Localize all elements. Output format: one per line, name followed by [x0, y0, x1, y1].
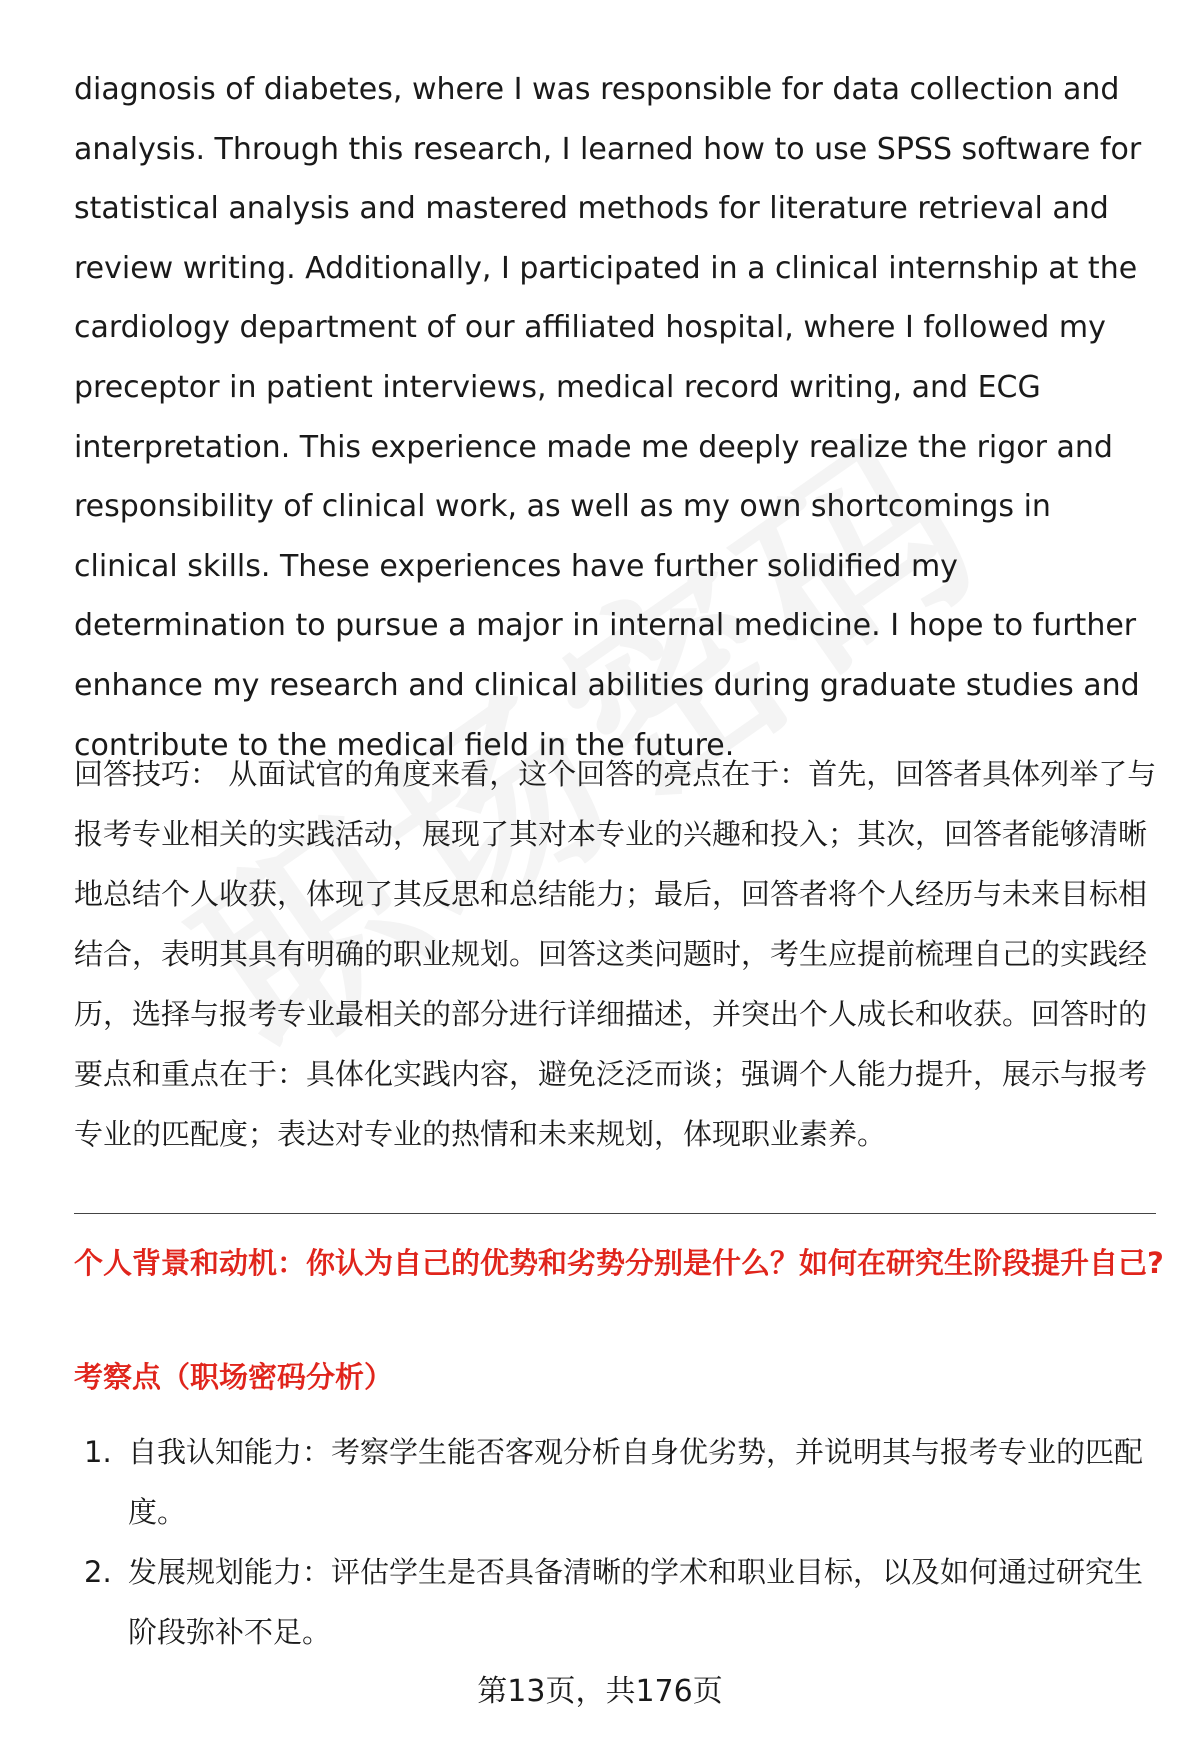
- section-divider: [74, 1213, 1156, 1214]
- list-item-text: 自我认知能力：考察学生能否客观分析自身优劣势，并说明其与报考专业的匹配度。: [128, 1435, 1144, 1529]
- question-heading: 个人背景和动机：你认为自己的优势和劣势分别是什么？如何在研究生阶段提升自己?: [74, 1246, 1164, 1280]
- list-item-number: 2.: [84, 1555, 112, 1589]
- assessment-points-heading: 考察点（职场密码分析）: [74, 1360, 394, 1394]
- list-item-text: 发展规划能力：评估学生是否具备清晰的学术和职业目标，以及如何通过研究生阶段弥补不足。: [128, 1555, 1144, 1649]
- list-item: [74, 1542, 1164, 1662]
- page-footer: 第13页，共176页: [477, 1674, 723, 1709]
- list-item-number: 1.: [84, 1435, 112, 1469]
- answer-tips-paragraph: 回答技巧： 从面试官的角度来看，这个回答的亮点在于：首先，回答者具体列举了与报考专业相关的实践活动，展现了其对本专业的兴趣和投入；其次，回答者能够清晰地总结个人收获，体现了其反思和总结能力；最后，回答者将个人经历与未来目标相结合，表明其具有明确的职业规划。回答这类问题时，考生应提前梳理自己的实践经历，选择与报考专业最相关的部分进行详细描述，并突出个人成长和收获。回答时的要点和重点在于：具体化实践内容，避免泛泛而谈；强调个人能力提升，展示与报考专业的匹配度；表达对专业的热情和未来规划，体现职业素养。: [74, 757, 1157, 1151]
- list-item: [74, 1422, 1164, 1542]
- english-answer-paragraph: diagnosis of diabetes, where I was responsible for data collection and analysis. Through this research, I learned how to use SPSS software for statistical analysis and mastered methods for literature retrieval and review writing. Additionally, I participated in a clinical internship at the cardiology department of our affiliated hospital, where I followed my preceptor in patient interviews, medical record writing, and ECG interpretation. This experience made me deeply realize the rigor and responsibility of clinical work, as well as my own shortcomings in clinical skills. These experiences have further solidified my determination to pursue a major in internal medicine. I hope to further enhance my research and clinical abilities during graduate studies and contribute to the medical field in the future.: [74, 72, 1142, 763]
- assessment-points-list: [74, 1422, 1164, 1662]
